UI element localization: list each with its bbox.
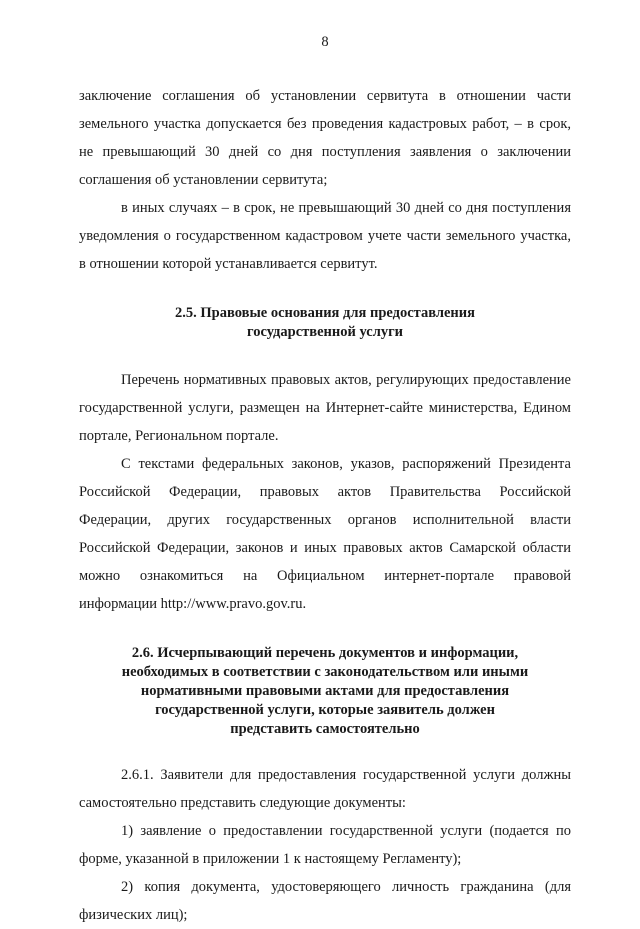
paragraph-legal-texts-portal: С текстами федеральных законов, указов, распоряжений Президента Российской Федерации, правовых актов Правительства Российской Федерации, других государственных органов исполнительной власти Российской Федерации, законов и иных правовых актов Самарской области можно ознакомиться на Официальном интернет-портале правовой информации http://www.pravo.gov.ru.	[79, 456, 571, 612]
section-heading-2-6-line-3: нормативными правовыми актами для предоставления	[140, 683, 510, 699]
section-heading-2-5-line-1: 2.5. Правовые основания для предоставления	[175, 305, 475, 321]
section-heading-2-6-line-5: представить самостоятельно	[230, 721, 420, 737]
list-item-identity-document: 2) копия документа, удостоверяющего личность гражданина (для физических лиц);	[79, 879, 571, 923]
section-heading-2-5	[79, 304, 571, 342]
page-number: 8	[321, 34, 329, 50]
paragraph-other-cases: в иных случаях – в срок, не превышающий 30 дней со дня поступления уведомления о государственном кадастровом учете части земельного участка, в отношении которой устанавливается сервитут.	[79, 200, 571, 272]
list-item-application-form: 1) заявление о предоставлении государственной услуги (подается по форме, указанной в приложении 1 к настоящему Регламенту);	[79, 823, 571, 867]
section-heading-2-6-line-2: необходимых в соответствии с законодательством или иными	[121, 664, 529, 680]
section-heading-2-5-line-2: государственной услуги	[246, 324, 404, 340]
paragraph-2-6-1-applicants: 2.6.1. Заявители для предоставления государственной услуги должны самостоятельно представить следующие документы:	[79, 767, 571, 811]
paragraph-servitude-agreement: заключение соглашения об установлении сервитута в отношении части земельного участка допускается без проведения кадастровых работ, – в срок, не превышающий 30 дней со дня поступления заявления о заключении соглашения об установлении сервитута;	[79, 88, 571, 188]
section-heading-2-6	[79, 644, 571, 739]
section-heading-2-6-line-1: 2.6. Исчерпывающий перечень документов и информации,	[131, 645, 519, 661]
paragraph-legal-acts-list: Перечень нормативных правовых актов, регулирующих предоставление государственной услуги, размещен на Интернет-сайте министерства, Едином портале, Региональном портале.	[79, 372, 571, 444]
section-heading-2-6-line-4: государственной услуги, которые заявитель должен	[155, 702, 495, 718]
